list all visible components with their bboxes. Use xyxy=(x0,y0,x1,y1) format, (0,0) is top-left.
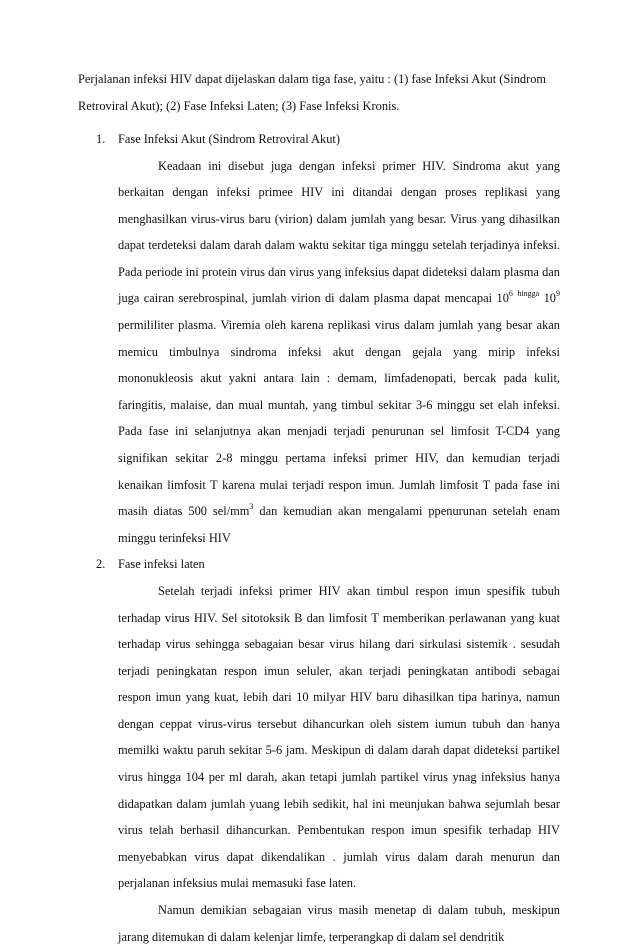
intro-paragraph: Perjalanan infeksi HIV dapat dijelaskan dalam tiga fase, yaitu : (1) fase Infeksi Akut (Sindrom Retroviral Akut); (2) Fase Infeksi Laten; (3) Fase Infeksi Kronis. xyxy=(78,72,547,113)
superscript-exponent: 9 xyxy=(555,289,560,299)
section-title-latent: Fase infeksi laten xyxy=(118,557,205,572)
text-run: Keadaan ini disebut juga dengan infeksi primer HIV. Sindroma akut yang berkaitan dengan infeksi primee HIV ini ditandai dengan proses replikasi yang menghasilkan virus-virus baru (virion) dalam jumlah yang besar. Virus yang dihasilkan dapat terdeteksi dalam darah dalam waktu sekitar tiga minggu setelah terjadinya infeksi. Pada periode ini protein virus dan virus yang infeksius dapat dideteksi dalam plasma dan juga cairan serebrospinal, jumlah virion di dalam plasma dapat mencapai 10 xyxy=(118,158,560,306)
list-item-acute-phase xyxy=(78,126,560,551)
phase-list xyxy=(78,126,560,950)
text-run: 10 xyxy=(539,291,556,306)
paragraph-latent-2: Namun demikian sebagaian virus masih menetap di dalam tubuh, meskipun jarang ditemukan di dalam kelenjar limfe, terperangkap di dalam sel dendritik xyxy=(118,903,560,944)
superscript-hingga: hingga xyxy=(517,289,540,299)
text-run: dan kemudian akan mengalami ppenurunan setelah enam minggu terinfeksi HIV xyxy=(118,504,560,545)
text-run: permililiter plasma. Viremia oleh karena replikasi virus dalam jumlah yang besar akan memicu timbulnya sindroma infeksi akut dengan gejala yang mirip infeksi mononukleosis akut yakni antara lain : demam, limfadenopati, bercak pada kulit, faringitis, malaise, dan mual muntah, yang timbul sekitar 3-6 minggu set elah infeksi. Pada fase ini selanjutnya akan menjadi terjadi penurunan sel limfosit T-CD4 yang signifikan sekitar 2-8 minggu pertama infeksi primer HIV, dan kemudian terjadi kenaikan limfosit T karena mulai terjadi respon imun. Jumlah limfosit T pada fase ini masih diatas 500 sel/mm xyxy=(118,318,560,519)
section-title-acute: Fase Infeksi Akut (Sindrom Retroviral Akut) xyxy=(118,132,340,146)
superscript-exponent: 3 xyxy=(249,502,254,512)
list-number: 1. xyxy=(96,132,106,146)
paragraph-acute xyxy=(118,153,560,552)
list-item-latent-phase xyxy=(78,551,560,950)
paragraph-latent-1: Setelah terjadi infeksi primer HIV akan timbul respon imun spesifik tubuh terhadap virus HIV. Sel sitotoksik B dan limfosit T memberikan perlawanan yang kuat terhadap virus sehingga sebagaian besar virus hilang dari sirkulasi sistemik . sesudah terjadi peningkatan respon imun seluler, akan terjadi peningkatan antibodi sebagai respon imun yang kuat, lebih dari 10 milyar HIV baru dihasilkan tipa harinya, namun dengan ceppat virus-virus tersebut dihancurkan oleh sistem iumun tubuh dan hanya memilki waktu paruh sekitar 5-6 jam. Meskipun di dalam darah dapat dideteksi partikel virus hingga 104 per ml darah, akan tetapi jumlah partikel virus ynag infeksius hanya didapatkan dalam jumlah yuang lebih sedikit, hal ini meunjukan bahwa sejumlah besar virus telah berhasil dihancurkan. Pembentukan respon imun spesifik terhadap HIV menyebabkan virus dapat dikendalikan . jumlah virus dalam darah menurun dan perjalanan infeksius mulai memasuki fase laten. xyxy=(118,583,560,891)
list-number: 2. xyxy=(96,557,106,572)
superscript-exponent: 6 xyxy=(508,289,513,299)
